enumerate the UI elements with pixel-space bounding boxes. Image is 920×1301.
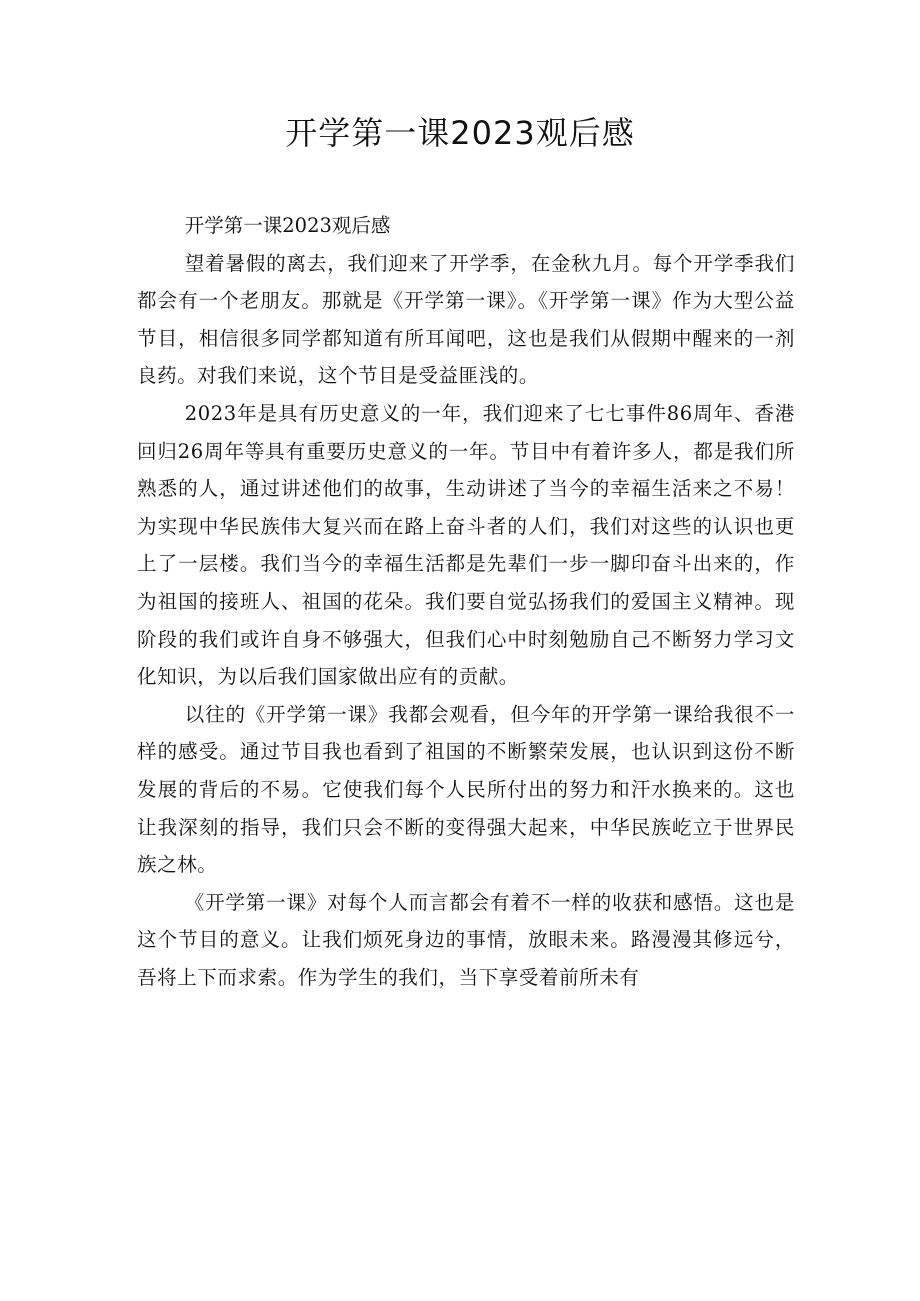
paragraph-2: 2023年是具有历史意义的一年，我们迎来了七七事件86周年、香港回归26周年等具有重要历史意义的一年。节目中有着许多人，都是我们所熟悉的人，通过讲述他们的故事，生动讲述了当今的幸福生活来之不易！为实现中华民族伟大复兴而在路上奋斗者的人们，我们对这些的认识也更上了一层楼。我们当今的幸福生活都是先辈们一步一脚印奋斗出来的，作为祖国的接班人、祖国的花朵。我们要自觉弘扬我们的爱国主义精神。现阶段的我们或许自身不够强大，但我们心中时刻勉励自己不断努力学习文化知识，为以后我们国家做出应有的贡献。 (137, 401, 795, 689)
paragraph-3: 以往的《开学第一课》我都会观看，但今年的开学第一课给我很不一样的感受。通过节目我也看到了祖国的不断繁荣发展，也认识到这份不断发展的背后的不易。它使我们每个人民所付出的努力和汗水换来的。这也让我深刻的指导，我们只会不断的变得强大起来，中华民族屹立于世界民族之林。 (137, 702, 795, 877)
document-body (137, 207, 795, 996)
document-title: 开学第一课2023观后感 (285, 114, 635, 152)
document-subtitle: 开学第一课2023观后感 (184, 214, 391, 237)
paragraph-1: 望着暑假的离去，我们迎来了开学季，在金秋九月。每个开学季我们都会有一个老朋友。那就是《开学第一课》。《开学第一课》作为大型公益节目，相信很多同学都知道有所耳闻吧，这也是我们从假期中醒来的一剂良药。对我们来说，这个节目是受益匪浅的。 (137, 251, 795, 388)
paragraph-4: 《开学第一课》对每个人而言都会有着不一样的收获和感悟。这也是这个节目的意义。让我们烦死身边的事情，放眼未来。路漫漫其修远兮，吾将上下而求索。作为学生的我们，当下享受着前所未有 (137, 890, 795, 989)
